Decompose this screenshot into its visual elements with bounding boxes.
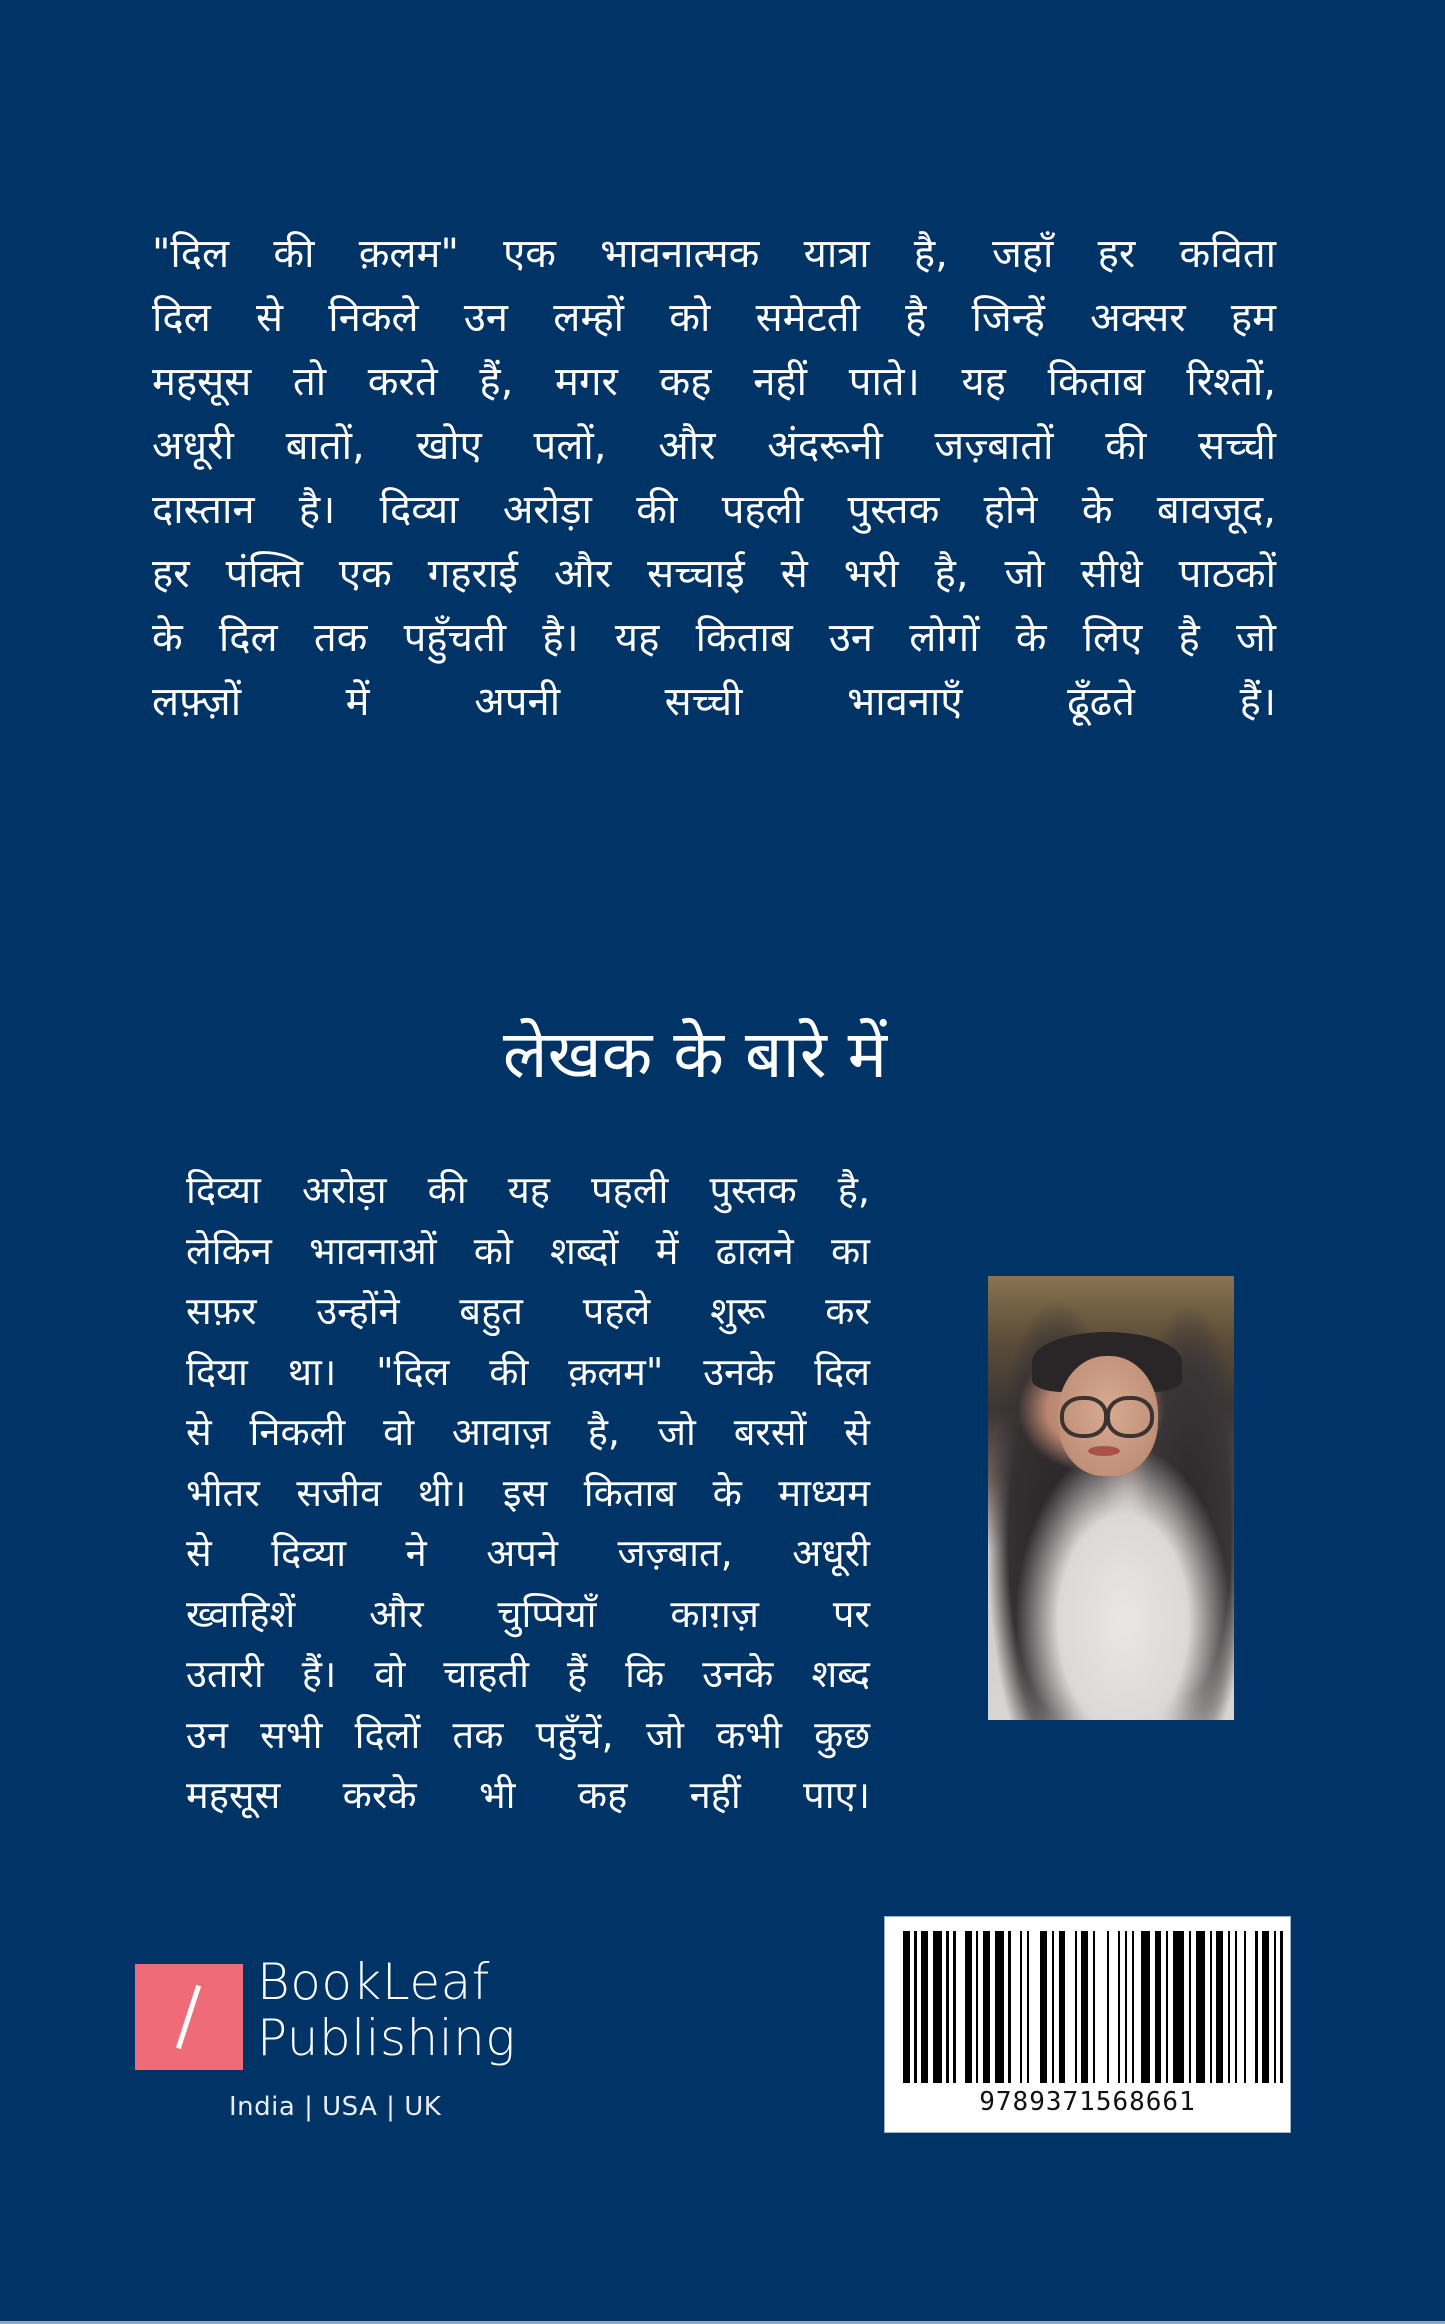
bio-line: से दिव्या ने अपने जज़्बात, अधूरी: [186, 1531, 870, 1575]
bio-line: उतारी हैं। वो चाहती हैं कि उनके शब्द: [186, 1652, 870, 1696]
book-blurb: [152, 222, 1276, 734]
blurb-line: "दिल की क़लम" एक भावनात्मक यात्रा है, जहाँ हर कविता: [152, 231, 1276, 277]
blurb-line: अधूरी बातों, खोए पलों, और अंदरूनी जज़्बातों की सच्ची: [152, 423, 1276, 469]
publisher-regions: India | USA | UK: [229, 2092, 442, 2122]
blurb-line: के दिल तक पहुँचती है। यह किताब उन लोगों के लिए है जो: [152, 615, 1276, 661]
author-photo: [988, 1276, 1234, 1720]
bio-line: से निकली वो आवाज़ है, जो बरसों से: [186, 1410, 870, 1454]
author-bio: [186, 1160, 870, 1826]
publisher-name-line2: Publishing: [257, 2009, 516, 2067]
slash-icon: [176, 1985, 201, 2049]
bio-line: महसूस करके भी कह नहीं पाए।: [186, 1773, 870, 1817]
bio-line: दिया था। "दिल की क़लम" उनके दिल: [186, 1349, 870, 1394]
photo-lips: [1088, 1446, 1120, 1456]
isbn-number: 9789371568661: [979, 2087, 1196, 2117]
blurb-line: दिल से निकले उन लम्हों को समेटती है जिन्हें अक्सर हम: [152, 295, 1276, 341]
blurb-line: लफ़्ज़ों में अपनी सच्ची भावनाएँ ढूँढते हैं।: [152, 679, 1276, 725]
bio-line: ख्वाहिशें और चुप्पियाँ काग़ज़ पर: [186, 1591, 870, 1636]
logo-mark-icon: [135, 1964, 243, 2070]
bio-line: दिव्या अरोड़ा की यह पहली पुस्तक है,: [186, 1168, 870, 1212]
about-author-heading: लेखक के बारे में: [502, 1015, 888, 1093]
bio-line: भीतर सजीव थी। इस किताब के माध्यम: [186, 1470, 870, 1515]
blurb-line: महसूस तो करते हैं, मगर कह नहीं पाते। यह किताब रिश्तों,: [152, 359, 1276, 405]
publisher-name: [257, 1954, 516, 2066]
publisher-name-line1: BookLeaf: [257, 1953, 490, 2011]
photo-glasses: [1060, 1396, 1108, 1438]
isbn-barcode: [884, 1916, 1291, 2133]
publisher-logo: [135, 1953, 535, 2134]
barcode-bars-icon: [903, 1931, 1283, 2083]
bio-line: सफ़र उन्होंने बहुत पहले शुरू कर: [186, 1289, 870, 1333]
photo-glasses: [1106, 1396, 1154, 1438]
blurb-line: दास्तान है। दिव्या अरोड़ा की पहली पुस्तक होने के बावजूद,: [152, 487, 1276, 533]
bio-line: लेकिन भावनाओं को शब्दों में ढालने का: [186, 1228, 870, 1273]
bio-line: उन सभी दिलों तक पहुँचें, जो कभी कुछ: [186, 1712, 870, 1757]
blurb-line: हर पंक्ति एक गहराई और सच्चाई से भरी है, जो सीधे पाठकों: [152, 551, 1276, 597]
